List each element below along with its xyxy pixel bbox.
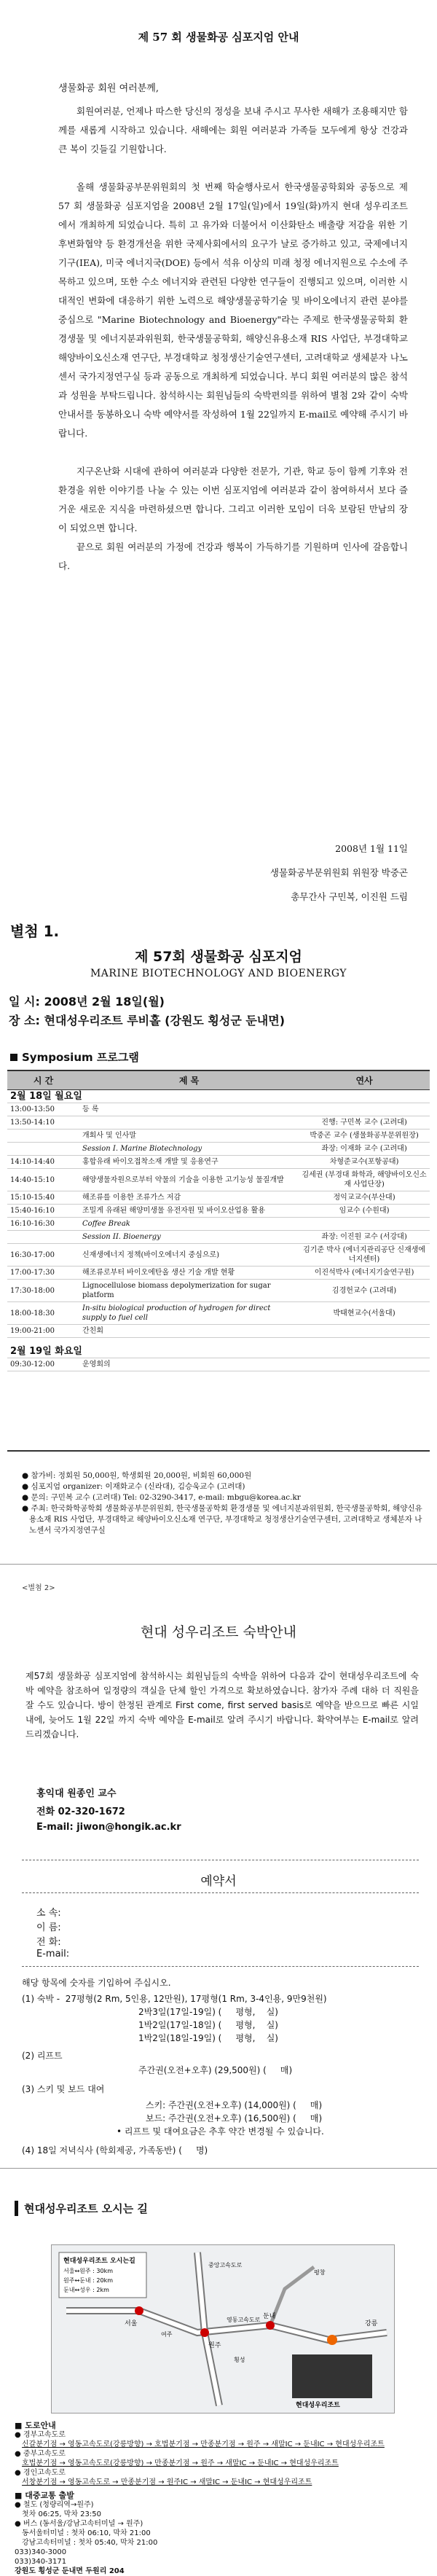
field-name: 이 름: [36,1922,61,1933]
col-speaker: 연사 [299,1070,430,1090]
symposium-date: 일 시: 2008년 2월 18일(월) [9,995,165,1009]
program-time [7,1143,79,1156]
route-map [52,2245,394,2413]
program-title: 간친회 [79,1325,299,1338]
transit-time: 동서울터미널 : 첫차 06:10, 막차 21:00 [22,2529,151,2537]
program-row [7,1205,430,1218]
cut-line [22,1892,419,1893]
program-row [7,1143,430,1156]
program-row [7,1244,430,1267]
map-place: 횡성 [234,2357,245,2363]
map-place: 둔내 [263,2313,276,2320]
program-row [7,1267,430,1280]
reservation-dinner: (4) 18일 저녁식사 (학회제공, 가족동반) ( 명) [22,2145,208,2156]
program-title: Coffee Break [79,1218,299,1231]
program-title: 해조류로부터 바이오에탄올 생산 기술 개발 현황 [79,1267,299,1280]
resort-tel: 033)340-3171 [15,2558,67,2566]
program-title: 조밀게 유래된 해양미생물 유전자원 및 바이오산업용 활용 [79,1205,299,1218]
map-label: 현대성우리조트 오시는길 [63,2258,135,2265]
appendix-2-label: <별첨 2> [22,1584,55,1592]
program-speaker [299,1103,430,1116]
reservation-lodging: (1) 숙박 - 27평형(2 Rm, 5인용, 12만원), 17평형(1 Rm, 3-4인용, 9만9천원) [22,1994,327,2004]
program-time: 18:00-18:30 [7,1302,79,1325]
program-time: 16:30-17:00 [7,1244,79,1267]
program-speaker: 김기준 박사 (에너지관리공단 신재생에너지센터) [299,1244,430,1267]
lodging-option: 1박2일(18일-19일) ( 평형, 실) [138,2033,278,2043]
col-time: 시 간 [7,1070,79,1090]
appendix-1-label: 별첨 1. [10,923,60,940]
program-time: 17:00-17:30 [7,1267,79,1280]
program-row [7,1325,430,1338]
map-place: 평창 [314,2269,326,2276]
lodging-option: 1박2일(17일-18일) ( 평형, 실) [138,2020,278,2030]
program-title [79,1116,299,1130]
symposium-title: 제 57회 생물화공 심포지엄 [135,949,302,965]
reservation-intro: 해당 항목에 숫자를 기입하여 주십시오. [22,1978,171,1988]
map-marker [200,2328,209,2337]
transit-time: 강남고속터미널 : 첫차 05:40, 막차 21:00 [22,2539,158,2547]
route-detail: 신갈분기점 → 영동고속도로(강릉방향) → 호법분기점 → 만종분기점 → 원주 → 새말IC → 둔내IC → 현대성우리조트 [22,2440,385,2448]
program-speaker [299,1325,430,1338]
program-time: 15:10-15:40 [7,1191,79,1205]
symposium-place: 장 소: 현대성우리조트 루비홀 (강원도 횡성군 둔내면) [9,1014,286,1027]
program-header [10,1049,139,1065]
program-title: 해양생물자원으로부터 약물의 기술을 이용한 고기능성 물질개발 [79,1169,299,1191]
program-row [7,1130,430,1143]
program-speaker: 차형준교수(포항공대) [299,1156,430,1169]
field-affiliation: 소 속: [36,1908,61,1919]
program-row [7,1358,430,1371]
transit-directions [15,2491,157,2576]
contact-name: 홍익대 원종인 교수 [36,1788,117,1799]
rental-board: 보드: 주간권(오전+오후) (16,500원) ( 매) [146,2113,323,2123]
map-marker [266,2321,275,2330]
program-row [7,1231,430,1244]
letter-org: 생물화공부문위원회 위원장 박중곤 [269,867,408,878]
notes-list [22,1471,422,1536]
program-row [7,1280,430,1302]
map-place: 영동고속도로 [227,2317,261,2323]
letter-date: 2008년 1월 11일 [335,843,408,854]
map-place: 서울 [125,2320,138,2328]
program-row [7,1191,430,1205]
road-directions [15,2421,385,2487]
program-time: 14:10-14:40 [7,1156,79,1169]
program-time: 13:00-13:50 [7,1103,79,1116]
map-place: 현대성우리조트 [296,2402,340,2409]
program-speaker: 박중곤 교수 (생물화공부문위원장) [299,1130,430,1143]
program-time: 16:10-16:30 [7,1218,79,1231]
route-detail: 서창분기점 → 영동고속도로 → 만종분기점 → 원주IC → 새말IC → 둔내IC → 현대성우리조트 [22,2478,312,2486]
route-group: ● 경인고속도로 [15,2469,66,2477]
program-time: 09:30-12:00 [7,1358,79,1371]
program-speaker: 임교수 (수원대) [299,1205,430,1218]
route-detail: 호법분기점 → 영동고속도로(강릉방향) → 만종분기점 → 원주 → 새말IC → 둔내IC → 현대성우리조트 [22,2459,339,2467]
program-title: Session I. Marine Biotechnology [79,1143,299,1156]
program-row [7,1156,430,1169]
program-table [7,1070,430,1371]
letter-greeting: 생물화공 회원 여러분께, [58,83,159,94]
note-item: ● 참가비: 정회원 50,000원, 학생회원 20,000원, 비회원 60,000원 [22,1471,252,1480]
program-title: 등 록 [79,1103,299,1116]
program-time: 13:50-14:10 [7,1116,79,1130]
lift-option: 주간권(오전+오후) (29,500원) ( 매) [138,2065,293,2075]
program-speaker: 박태현교수(서울대) [299,1302,430,1325]
route-group: ● 중부고속도로 [15,2450,66,2458]
map-place: 강릉 [365,2320,378,2328]
reservation-lift: (2) 리프트 [22,2051,63,2061]
map-legend-item: 서울↔원주 : 30km [63,2268,114,2274]
rental-ski: 스키: 주간권(오전+오후) (14,000원) ( 매) [146,2100,323,2110]
transit-item: ● 버스 (동서울/강남고속터미널 → 원주) [15,2520,143,2528]
program-title: Session II. Bioenergy [79,1231,299,1244]
section-divider [0,1564,437,1565]
field-email: E-mail: [36,1949,70,1960]
program-speaker: 김경헌교수 (고려대) [299,1280,430,1302]
program-speaker: 김세권 (부경대 화학과, 해양바이오신소재 사업단장) [299,1169,430,1191]
program-title: 개회사 및 인사말 [79,1130,299,1143]
square-bullet-icon [10,1054,17,1061]
program-speaker: 좌장: 이진원 교수 (서강대) [299,1231,430,1244]
program-time: 14:40-15:10 [7,1169,79,1191]
symposium-subtitle: MARINE BIOTECHNOLOGY AND BIOENERGY [90,968,347,979]
program-row [7,1302,430,1325]
program-speaker [299,1218,430,1231]
program-speaker [299,1358,430,1371]
reservation-rental: (3) 스키 및 보드 대여 [22,2084,105,2094]
contact-tel: 전화 02-320-1672 [36,1806,125,1817]
map-marker [327,2335,337,2345]
note-item: ● 문의: 구민복 교수 (고려대) Tel: 02-3290-3417, e-mail: mbgu@korea.ac.kr [22,1493,301,1502]
route-group: ● 경부고속도로 [15,2431,66,2439]
program-title: 홍합유래 바이오접착소재 개발 및 응용연구 [79,1156,299,1169]
program-title: 해조류를 이용한 조류가스 저감 [79,1191,299,1205]
letter-title: 제 57 회 생물화공 심포지엄 안내 [138,31,299,44]
day-2-label: 2월 19일 화요일 [7,1338,430,1358]
contact-email[interactable]: E-mail: jiwon@hongik.ac.kr [36,1822,181,1833]
program-table-header-row [7,1070,430,1090]
map-resort-photo [292,2354,372,2398]
program-row [7,1218,430,1231]
program-speaker: 좌장: 이재화 교수 (고려대) [299,1143,430,1156]
program-title: 운영회의 [79,1358,299,1371]
map-image [51,2244,395,2413]
map-place: 원주 [208,2342,221,2349]
hotel-paragraph: 제57회 생물화공 심포지엄에 참석하시는 회원님들의 숙박을 위하여 다음과 같이 현대성우리조트에 숙박 예약을 참조하여 일정량의 객실을 단체 할인 가격으로 확보하였습니다. 참가자 주례 대하 더 직원을 잘 수도 있습니다. 방이 한정된 관계로 First come, first served basis로 예약을 받으므로 빠른 시일 내에, 늦어도 1월 22일 까지 숙박 예약을 E-mail로 알려 주시기 바랍니다. 확약여부는 E-mail로 알려 드리겠습니다. [25,1671,419,1739]
field-phone: 전 화: [36,1937,61,1948]
section-divider [0,2168,437,2169]
map-legend-item: 둔내↔성우 : 2km [63,2287,109,2293]
program-time: 17:30-18:00 [7,1280,79,1302]
hotel-title: 현대 성우리조트 숙박안내 [141,1624,296,1640]
rental-note: • 리프트 및 대여요금은 추후 약간 변경될 수 있습니다. [117,2126,324,2137]
program-title: Lignocellulose biomass depolymerization for sugar platform [79,1280,299,1302]
map-place: 여주 [161,2331,173,2338]
note-item: ● 주최: 한국화학공학회 생물화공부문위원회, 한국생물공학회 환경생물 및 에너지분과위원회, 한국생물공학회, 해양신유용소재 RIS 사업단, 부경대학교 해양바이오신소재 연구단, 부경대학교 청정생산기술연구센터, 고려대학교 생체분자 나노센서 국가지정연구실 [22,1504,422,1535]
letter-paragraph-4: 끝으로 회원 여러분의 가정에 건강과 행복이 가득하기를 기원하며 인사에 갈음합니다. [58,541,408,571]
program-speaker: 이진석박사 (에너지기술연구원) [299,1267,430,1280]
transit-heading: ■ 대중교통 출발 [15,2491,74,2500]
program-time: 19:00-21:00 [7,1325,79,1338]
map-place: 중앙고속도로 [208,2262,243,2268]
program-speaker: 진행: 구민복 교수 (고려대) [299,1116,430,1130]
col-title: 제 목 [79,1070,299,1090]
transit-item: ● 철도 (청량리역→원주) [15,2501,94,2509]
directions-title: 현대성우리조트 오시는 길 [15,2201,148,2216]
letter-signature: 총무간사 구민복, 이진원 드림 [291,891,408,902]
letter-paragraph-1: 회원여러분, 언제나 따스한 당신의 정성을 보내 주시고 무사한 새해가 조용해지만 함께를 새롭게 시작하고 있습니다. 새해에는 회원 여러분과 가족들 모두에게 항상 건강과 큰 복이 깃들길 기원합니다. [58,106,408,154]
program-speaker: 정익교교수(부산대) [299,1191,430,1205]
program-time: 15:40-16:10 [7,1205,79,1218]
program-row [7,1169,430,1191]
program-row [7,1103,430,1116]
resort-address: 강원도 횡성군 둔내면 두원리 204 [15,2567,125,2575]
letter-body [58,102,408,576]
program-time [7,1231,79,1244]
note-item: ● 심포지엄 organizer: 이재화교수 (신라대), 김승욱교수 (고려대) [22,1482,245,1491]
reservation-title: 예약서 [200,1874,237,1889]
program-title: 신재생에너지 정책(바이오에너지 중심으로) [79,1244,299,1267]
program-header-label: Symposium 프로그램 [22,1051,139,1064]
program-row [7,1116,430,1130]
letter-paragraph-3: 지구온난화 시대에 관하여 여러분과 다양한 전문가, 기관, 학교 등이 함께 기후와 전 환경을 위한 이야기를 나눌 수 있는 이번 심포지엄에 여러분과 같이 참여하셔서 보다 즐거운 새로운 지식을 마련하셨으면 합니다. 그리고 이러한 모임이 더욱 보람된 만남의 장이 되었으면 합니다. [58,466,408,533]
map-marker [135,2306,143,2315]
cut-line [22,1966,419,1967]
day-1-label: 2월 18일 월요일 [7,1090,430,1103]
map-legend-item: 원주↔둔내 : 20km [63,2277,114,2284]
program-time [7,1130,79,1143]
program-title: In-situ biological production of hydrogen for direct supply to fuel cell [79,1302,299,1325]
resort-tel: 033)340-3000 [15,2548,67,2556]
lodging-option: 2박3일(17일-19일) ( 평형, 실) [138,2007,278,2017]
program-bottom-rule [7,1450,430,1452]
road-heading: ■ 도로안내 [15,2421,56,2430]
transit-time: 첫차 06:25, 막차 23:50 [22,2510,101,2518]
letter-paragraph-2: 올해 생물화공부문위원회의 첫 번째 학술행사로서 한국생물공학회와 공동으로 제 57 회 생물화공 심포지엄을 2008년 2월 17일(일)에서 19일(화)까지 현대 성우리조트에서 개최하게 되었습니다. 특히 고 유가와 더불어서 이산화탄소 배출량 저감을 위한 기후변화협약 등 환경개선을 위한 국제사회에서의 요구가 날로 증가하고 있고, 국제에너지기구(IEA), 미국 에너지국(DOE) 등에서 석유 이상의 미래 청정 에너지원으로 수소에 주목하고 있으며, 또한 수소 에너지와 관련된 다양한 연구들이 진행되고 있으며, 이러한 시대적인 변화에 대응하기 위한 노력으로 해양생물공학기술 및 바이오에너지 관련 분야를 중심으로 "Marine Biotechnology and Bioenergy"라는 주제로 한국생물공학회 환경생물 및 에너지분과위원회, 한국생물공학회, 해양신유용소재 RIS 사업단, 부경대학교 해양바이오신소재 연구단, 부경대학교 청정생산기술연구센터, 고려대학교 생체분자 나노센서 국가지정연구실 등과 공동으로 개최하게 되었습니다. 부디 회원 여러분의 많은 참석과 성원을 부탁드립니다. 참석하시는 회원님들의 숙박편의를 위하여 별첨 2와 같이 숙박 안내서를 동봉하오니 숙박 예약서를 작성하여 1월 22일까지 E-mail로 예약해 주시기 바랍니다. [58,181,408,439]
